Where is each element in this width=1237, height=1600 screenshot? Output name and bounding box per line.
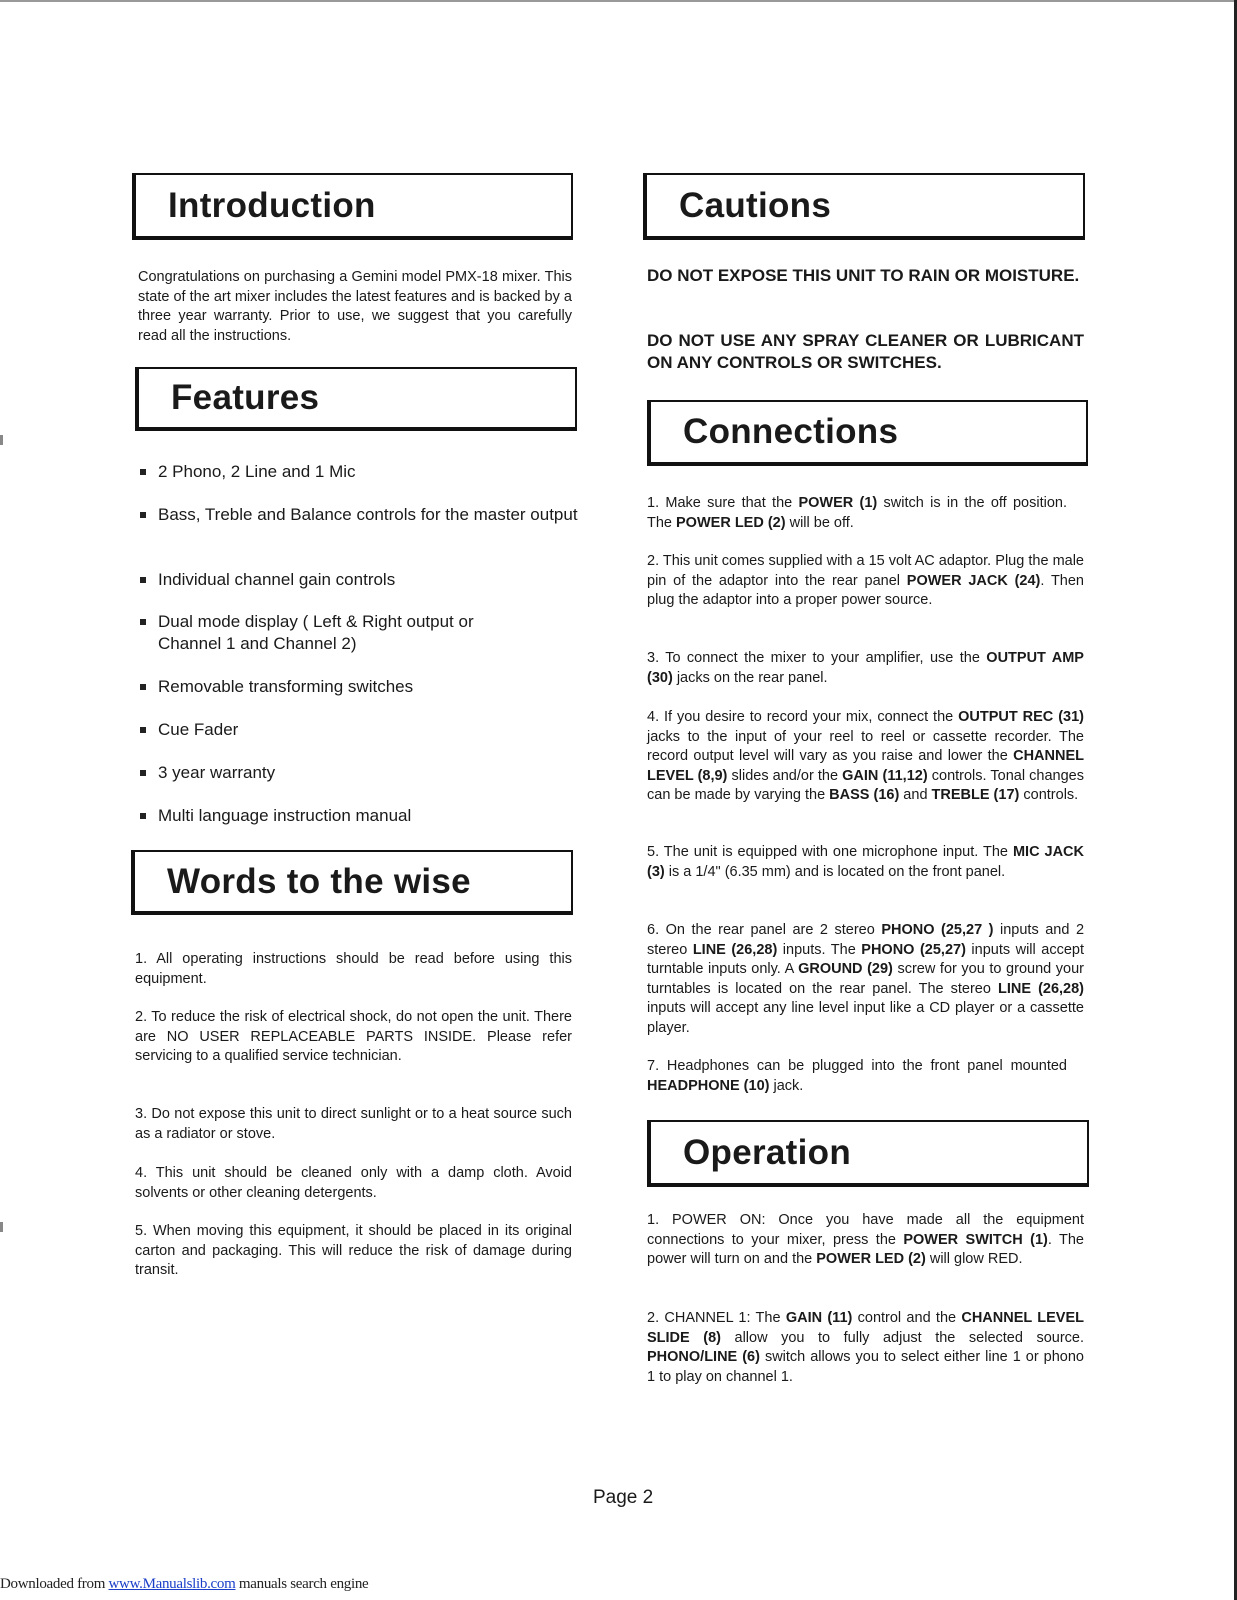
wise-item: 2. To reduce the risk of electrical shock, do not open the unit. There are NO USER REPLACEABLE PARTS INSIDE. Please refer servicing to a qualified service technician. — [135, 1009, 572, 1064]
bold-term: HEADPHONE (10) — [647, 1077, 770, 1094]
feature-item — [136, 762, 588, 784]
bold-term: POWER JACK (24) — [906, 572, 1041, 589]
top-edge-rule — [0, 0, 1237, 2]
bold-term: POWER (1) — [798, 495, 878, 511]
cautions-heading — [643, 173, 1085, 240]
connection-item: 1. Make sure that the POWER (1) switch is in the off position. The POWER LED (2) will be off. — [647, 495, 1067, 531]
bold-term: POWER LED (2) — [676, 514, 786, 531]
connection-item: 3. To connect the mixer to your amplifier, use the OUTPUT AMP (30) jacks on the rear panel. — [647, 650, 1084, 686]
manualslib-link[interactable]: www.Manualslib.com — [108, 1576, 236, 1592]
feature-text: Multi language instruction manual — [158, 806, 412, 825]
bullet-icon — [140, 619, 146, 625]
operation-item: 1. POWER ON: Once you have made all the equipment connections to your mixer, press the POWER SWITCH (1). The power will turn on and the POWER LED (2) will glow RED. — [647, 1212, 1084, 1267]
connection-item: 6. On the rear panel are 2 stereo PHONO (25,27 ) inputs and 2 stereo LINE (26,28) inputs. The PHONO (25,27) inputs will accept turntable inputs only. A GROUND (29) screw for you to ground your turntables is located on the rear panel. The stereo LINE (26,28) inputs will accept any line level input like a CD player or a cassette player. — [647, 922, 1085, 1036]
features-heading — [135, 367, 577, 431]
feature-item — [136, 569, 588, 591]
wise-item: 5. When moving this equipment, it should be placed in its original carton and packaging. This will reduce the risk of damage during transit. — [135, 1223, 572, 1278]
bold-term: OUTPUT REC (31) — [958, 709, 1084, 725]
bold-term: MIC JACK (3) — [647, 844, 1084, 880]
footer-suffix: manuals search engine — [235, 1576, 369, 1592]
feature-item — [136, 611, 538, 655]
wise-item: 1. All operating instructions should be read before using this equipment. — [135, 951, 572, 987]
feature-item — [136, 805, 588, 827]
heading-text: Operation — [683, 1132, 851, 1172]
bold-term: POWER LED (2) — [816, 1251, 926, 1267]
caution-item: DO NOT USE ANY SPRAY CLEANER OR LUBRICANT ON ANY CONTROLS OR SWITCHES. — [647, 331, 1084, 372]
bold-term: CHANNEL LEVEL SLIDE (8) — [647, 1310, 1084, 1346]
bullet-icon — [140, 512, 146, 518]
download-footer — [0, 1576, 368, 1593]
bullet-icon — [140, 770, 146, 776]
bullet-icon — [140, 727, 146, 733]
feature-item — [136, 461, 588, 483]
bold-term: PHONO (25,27) — [861, 941, 966, 958]
feature-item — [136, 719, 588, 741]
connection-item: 4. If you desire to record your mix, connect the OUTPUT REC (31) jacks to the input of your reel to reel or cassette recorder. The record output level will vary as you raise and lower the CHANNEL LEVEL (8,9) slides and/or the GAIN (11,12) controls. Tonal changes can be made by varying the BASS (16) and TREBLE (17) controls. — [647, 709, 1084, 803]
words-to-the-wise-heading — [131, 850, 573, 915]
bold-term: OUTPUT AMP (30) — [647, 650, 1084, 686]
wise-item: 4. This unit should be cleaned only with a damp cloth. Avoid solvents or other cleaning detergents. — [135, 1165, 572, 1201]
wise-item: 3. Do not expose this unit to direct sunlight or to a heat source such as a radiator or stove. — [135, 1106, 572, 1142]
connection-item: 2. This unit comes supplied with a 15 volt AC adaptor. Plug the male pin of the adaptor into the rear panel POWER JACK (24). Then plug the adaptor into a proper power source. — [647, 553, 1084, 608]
feature-text: Dual mode display ( Left & Right output or Channel 1 and Channel 2) — [158, 612, 474, 653]
bold-term: TREBLE (17) — [931, 787, 1020, 803]
caution-item: DO NOT EXPOSE THIS UNIT TO RAIN OR MOISTURE. — [647, 266, 1080, 285]
bold-term: POWER SWITCH (1) — [903, 1231, 1048, 1248]
page-number: Page 2 — [593, 1487, 654, 1508]
heading-text: Words to the wise — [167, 861, 471, 901]
connection-item: 7. Headphones can be plugged into the front panel mounted HEADPHONE (10) jack. — [647, 1058, 1067, 1094]
feature-text: Removable transforming switches — [158, 677, 414, 696]
scan-mark — [0, 1222, 3, 1232]
introduction-heading — [132, 173, 573, 240]
feature-text: Bass, Treble and Balance controls for the master output — [158, 505, 578, 524]
heading-text: Introduction — [168, 185, 376, 225]
feature-item — [136, 504, 588, 526]
bold-term: CHANNEL LEVEL (8,9) — [647, 748, 1084, 784]
bold-term: LINE (26,28) — [692, 941, 778, 958]
heading-text: Connections — [683, 412, 899, 451]
bold-term: GAIN (11,12) — [842, 767, 928, 784]
feature-text: Individual channel gain controls — [158, 570, 396, 589]
bold-term: GROUND (29) — [798, 961, 893, 977]
bullet-icon — [140, 813, 146, 819]
bold-term: PHONO (25,27 ) — [881, 922, 994, 938]
connection-item: 5. The unit is equipped with one microphone input. The MIC JACK (3) is a 1/4" (6.35 mm) and is located on the front panel. — [647, 844, 1084, 880]
operation-item: 2. CHANNEL 1: The GAIN (11) control and the CHANNEL LEVEL SLIDE (8) allow you to fully adjust the selected source. PHONO/LINE (6) switch allows you to select either line 1 or phono 1 to play on channel 1. — [647, 1310, 1085, 1385]
scan-mark — [0, 435, 3, 445]
feature-text: Cue Fader — [158, 720, 239, 739]
bold-term: LINE (26,28) — [997, 980, 1085, 997]
bullet-icon — [140, 684, 146, 690]
connections-heading — [647, 400, 1088, 466]
bullet-icon — [140, 577, 146, 583]
introduction-body: Congratulations on purchasing a Gemini model PMX-18 mixer. This state of the art mixer includes the latest features and is backed by a three year warranty. Prior to use, we suggest that you carefully read all the instructions. — [138, 269, 572, 344]
heading-text: Cautions — [679, 185, 832, 225]
feature-text: 3 year warranty — [158, 763, 276, 782]
bold-term: GAIN (11) — [785, 1310, 853, 1326]
bold-term: PHONO/LINE (6) — [647, 1349, 760, 1365]
operation-heading — [647, 1120, 1089, 1187]
heading-text: Features — [171, 378, 320, 417]
footer-prefix: Downloaded from — [0, 1576, 109, 1592]
bold-term: BASS (16) — [829, 787, 900, 803]
feature-item — [136, 676, 588, 698]
feature-text: 2 Phono, 2 Line and 1 Mic — [158, 462, 356, 481]
bullet-icon — [140, 469, 146, 475]
